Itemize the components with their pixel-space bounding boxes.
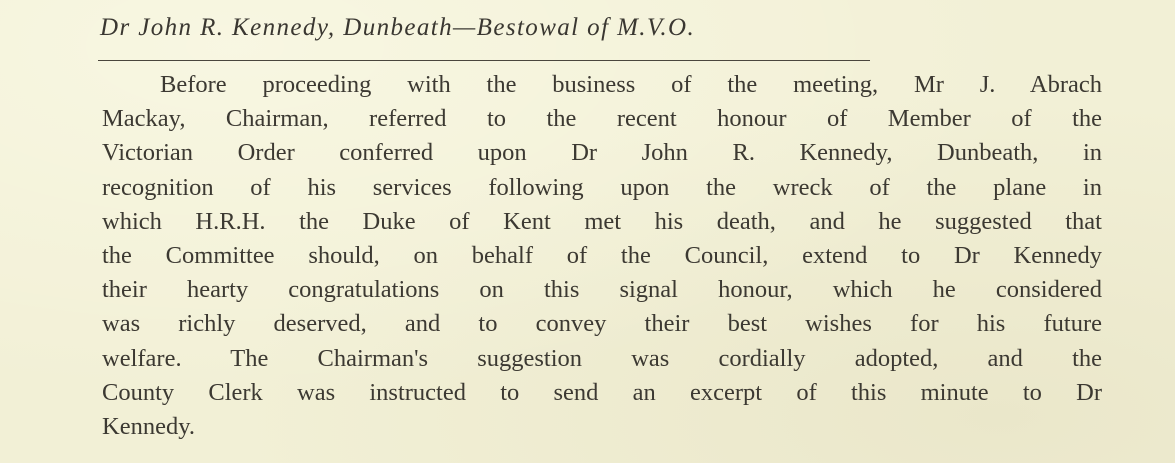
paragraph-line: was richly deserved, and to convey their best wishes for his future	[102, 310, 1102, 338]
paragraph-line: which H.R.H. the Duke of Kent met his death, and he suggested that	[102, 207, 1102, 235]
minute-heading: Dr John R. Kennedy, Dunbeath—Bestowal of M.V.O.	[100, 14, 696, 41]
paragraph-line: Before proceeding with the business of the meeting, Mr J. Abrach	[160, 71, 1102, 98]
paragraph-line: Victorian Order conferred upon Dr John R. Kennedy, Dunbeath, in	[102, 139, 1102, 167]
heading-underline	[98, 60, 870, 61]
paragraph-line: the Committee should, on behalf of the Council, extend to Dr Kennedy	[102, 241, 1102, 269]
paragraph-line: their hearty congratulations on this signal honour, which he considered	[102, 276, 1102, 304]
paragraph-line: County Clerk was instructed to send an excerpt of this minute to Dr	[102, 378, 1102, 406]
paragraph-line: Mackay, Chairman, referred to the recent honour of Member of the	[102, 105, 1102, 133]
minute-paragraph	[102, 68, 1102, 444]
paragraph-line: welfare. The Chairman's suggestion was cordially adopted, and the	[102, 344, 1102, 372]
paragraph-line: Kennedy.	[102, 412, 195, 440]
paragraph-line: recognition of his services following upon the wreck of the plane in	[102, 173, 1102, 201]
